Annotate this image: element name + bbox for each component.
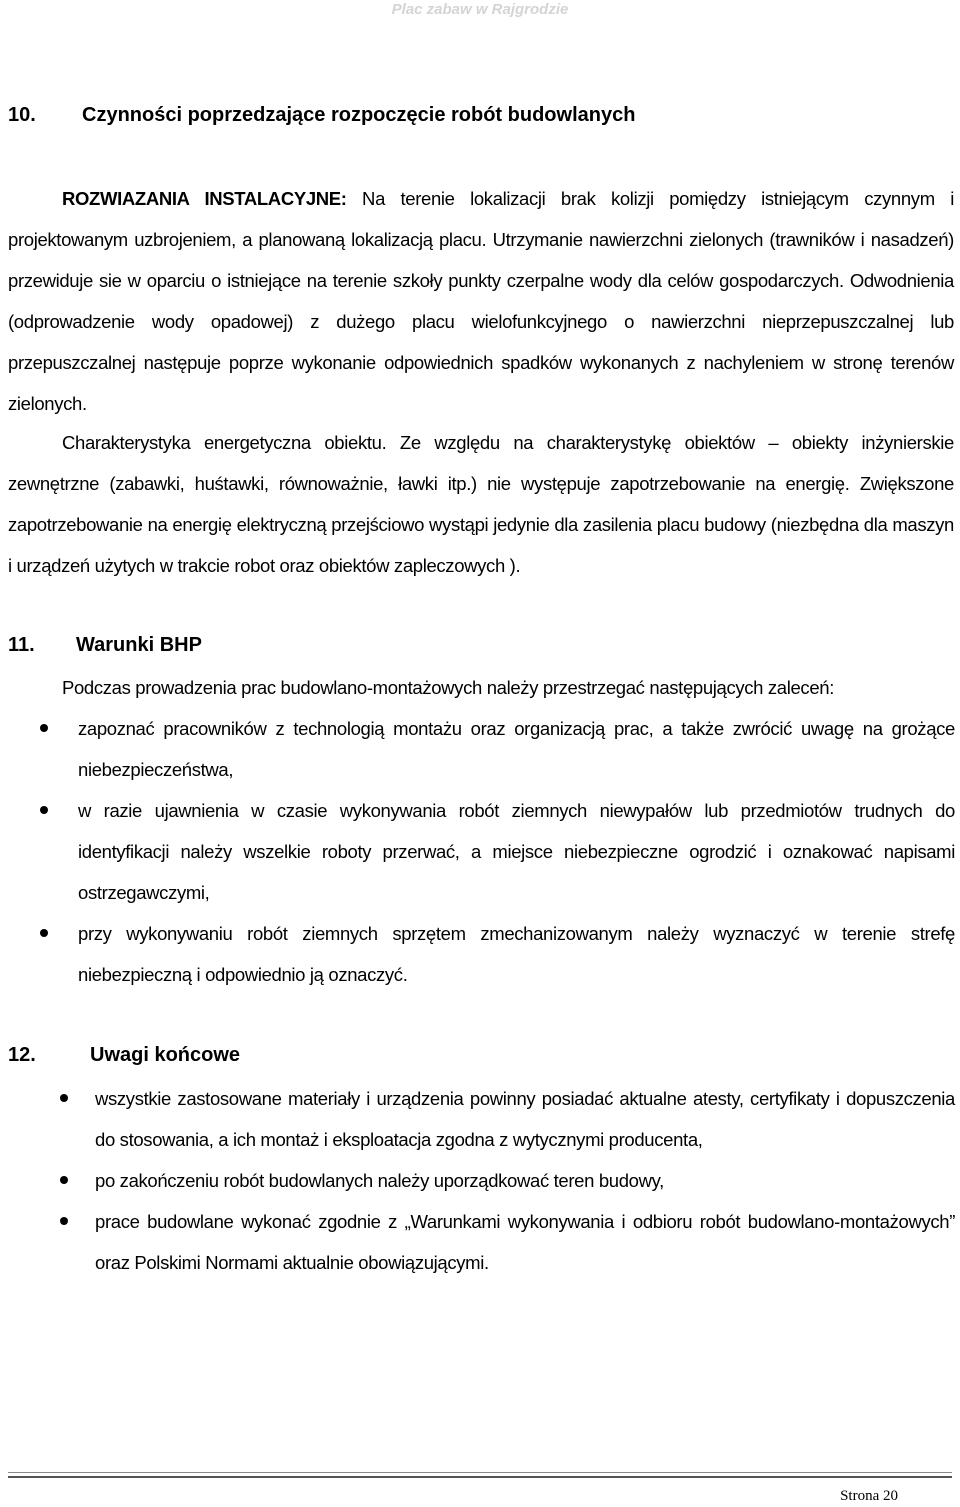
section-12-number: 12. bbox=[8, 1044, 36, 1066]
list-item bbox=[78, 913, 955, 995]
safety-rules-list bbox=[78, 708, 955, 995]
footer-divider bbox=[8, 1472, 952, 1473]
section-11-title: Warunki BHP bbox=[76, 634, 202, 656]
footer-divider-thick bbox=[8, 1476, 952, 1478]
final-notes-list bbox=[95, 1078, 955, 1283]
bullet-icon bbox=[60, 1094, 68, 1102]
running-header: Plac zabaw w Rajgrodzie bbox=[391, 1, 569, 18]
section-10-paragraph-1 bbox=[8, 178, 954, 424]
list-item bbox=[95, 1201, 955, 1283]
list-item-text: prace budowlane wykonać zgodnie z „Warunkami wykonywania i odbioru robót budowlano-montażowych” oraz Polskimi Normami aktualnie obowiązującymi. bbox=[95, 1211, 955, 1273]
list-item bbox=[78, 708, 955, 790]
list-item-text: w razie ujawnienia w czasie wykonywania robót ziemnych niewypałów lub przedmiotów trudnych do identyfikacji należy wszelkie roboty przerwać, a miejsce niebezpieczne ogrodzić i oznakować napisami ostrzegawczymi, bbox=[78, 800, 955, 903]
installation-solutions-text: Na terenie lokalizacji brak kolizji pomiędzy istniejącym czynnym i projektowanym uzbrojeniem, a planowaną lokalizacją placu. Utrzymanie nawierzchni zielonych (trawników i nasadzeń) przewiduje sie w oparciu o istniejące na terenie szkoły punkty czerpalne wody dla celów gospodarczych. Odwodnienia (odprowadzenie wody opadowej) z dużego placu wielofunkcyjnego o nawierzchni nieprzepuszczalnej lub przepuszczalnej następuje poprze wykonanie odpowiednich spadków wykonanych z nachyleniem w stronę terenów zielonych. bbox=[8, 188, 955, 414]
list-item bbox=[78, 790, 955, 913]
list-item-text: po zakończeniu robót budowlanych należy uporządkować teren budowy, bbox=[95, 1170, 664, 1191]
section-12-heading bbox=[8, 1044, 240, 1067]
section-10-title: Czynności poprzedzające rozpoczęcie robót budowlanych bbox=[82, 104, 636, 126]
section-11-number: 11. bbox=[8, 634, 35, 656]
section-10-number: 10. bbox=[8, 104, 36, 126]
section-11-intro: Podczas prowadzenia prac budowlano-montażowych należy przestrzegać następujących zaleceń: bbox=[62, 677, 834, 698]
bullet-icon bbox=[40, 929, 48, 937]
bullet-icon bbox=[60, 1217, 68, 1225]
bullet-icon bbox=[60, 1176, 68, 1184]
installation-solutions-label: ROZWIAZANIA INSTALACYJNE: bbox=[62, 188, 347, 209]
section-10-heading bbox=[8, 104, 635, 127]
section-12-title: Uwagi końcowe bbox=[90, 1044, 241, 1066]
bullet-icon bbox=[40, 724, 48, 732]
bullet-icon bbox=[40, 806, 48, 814]
section-11-heading bbox=[8, 634, 202, 657]
list-item-text: zapoznać pracowników z technologią montażu oraz organizacją prac, a także zwrócić uwagę na grożące niebezpieczeństwa, bbox=[78, 718, 955, 780]
section-10-paragraph-2 bbox=[8, 422, 954, 586]
list-item bbox=[95, 1160, 955, 1201]
page-number: Strona 20 bbox=[840, 1488, 898, 1504]
list-item-text: wszystkie zastosowane materiały i urządzenia powinny posiadać aktualne atesty, certyfikaty i dopuszczenia do stosowania, a ich montaż i eksploatacja zgodna z wytycznymi producenta, bbox=[95, 1088, 955, 1150]
energy-characteristics-text: Charakterystyka energetyczna obiektu. Ze względu na charakterystykę obiektów – obiekty inżynierskie zewnętrzne (zabawki, huśtawki, równoważnie, ławki itp.) nie występuje zapotrzebowanie na energię. Zwiększone zapotrzebowanie na energię elektryczną przejściowo wystąpi jedynie dla zasilenia placu budowy (niezbędna dla maszyn i urządzeń użytych w trakcie robot oraz obiektów zapleczowych ). bbox=[8, 432, 954, 576]
list-item bbox=[95, 1078, 955, 1160]
list-item-text: przy wykonywaniu robót ziemnych sprzętem zmechanizowanym należy wyznaczyć w terenie strefę niebezpieczną i odpowiednio ją oznaczyć. bbox=[78, 923, 955, 985]
